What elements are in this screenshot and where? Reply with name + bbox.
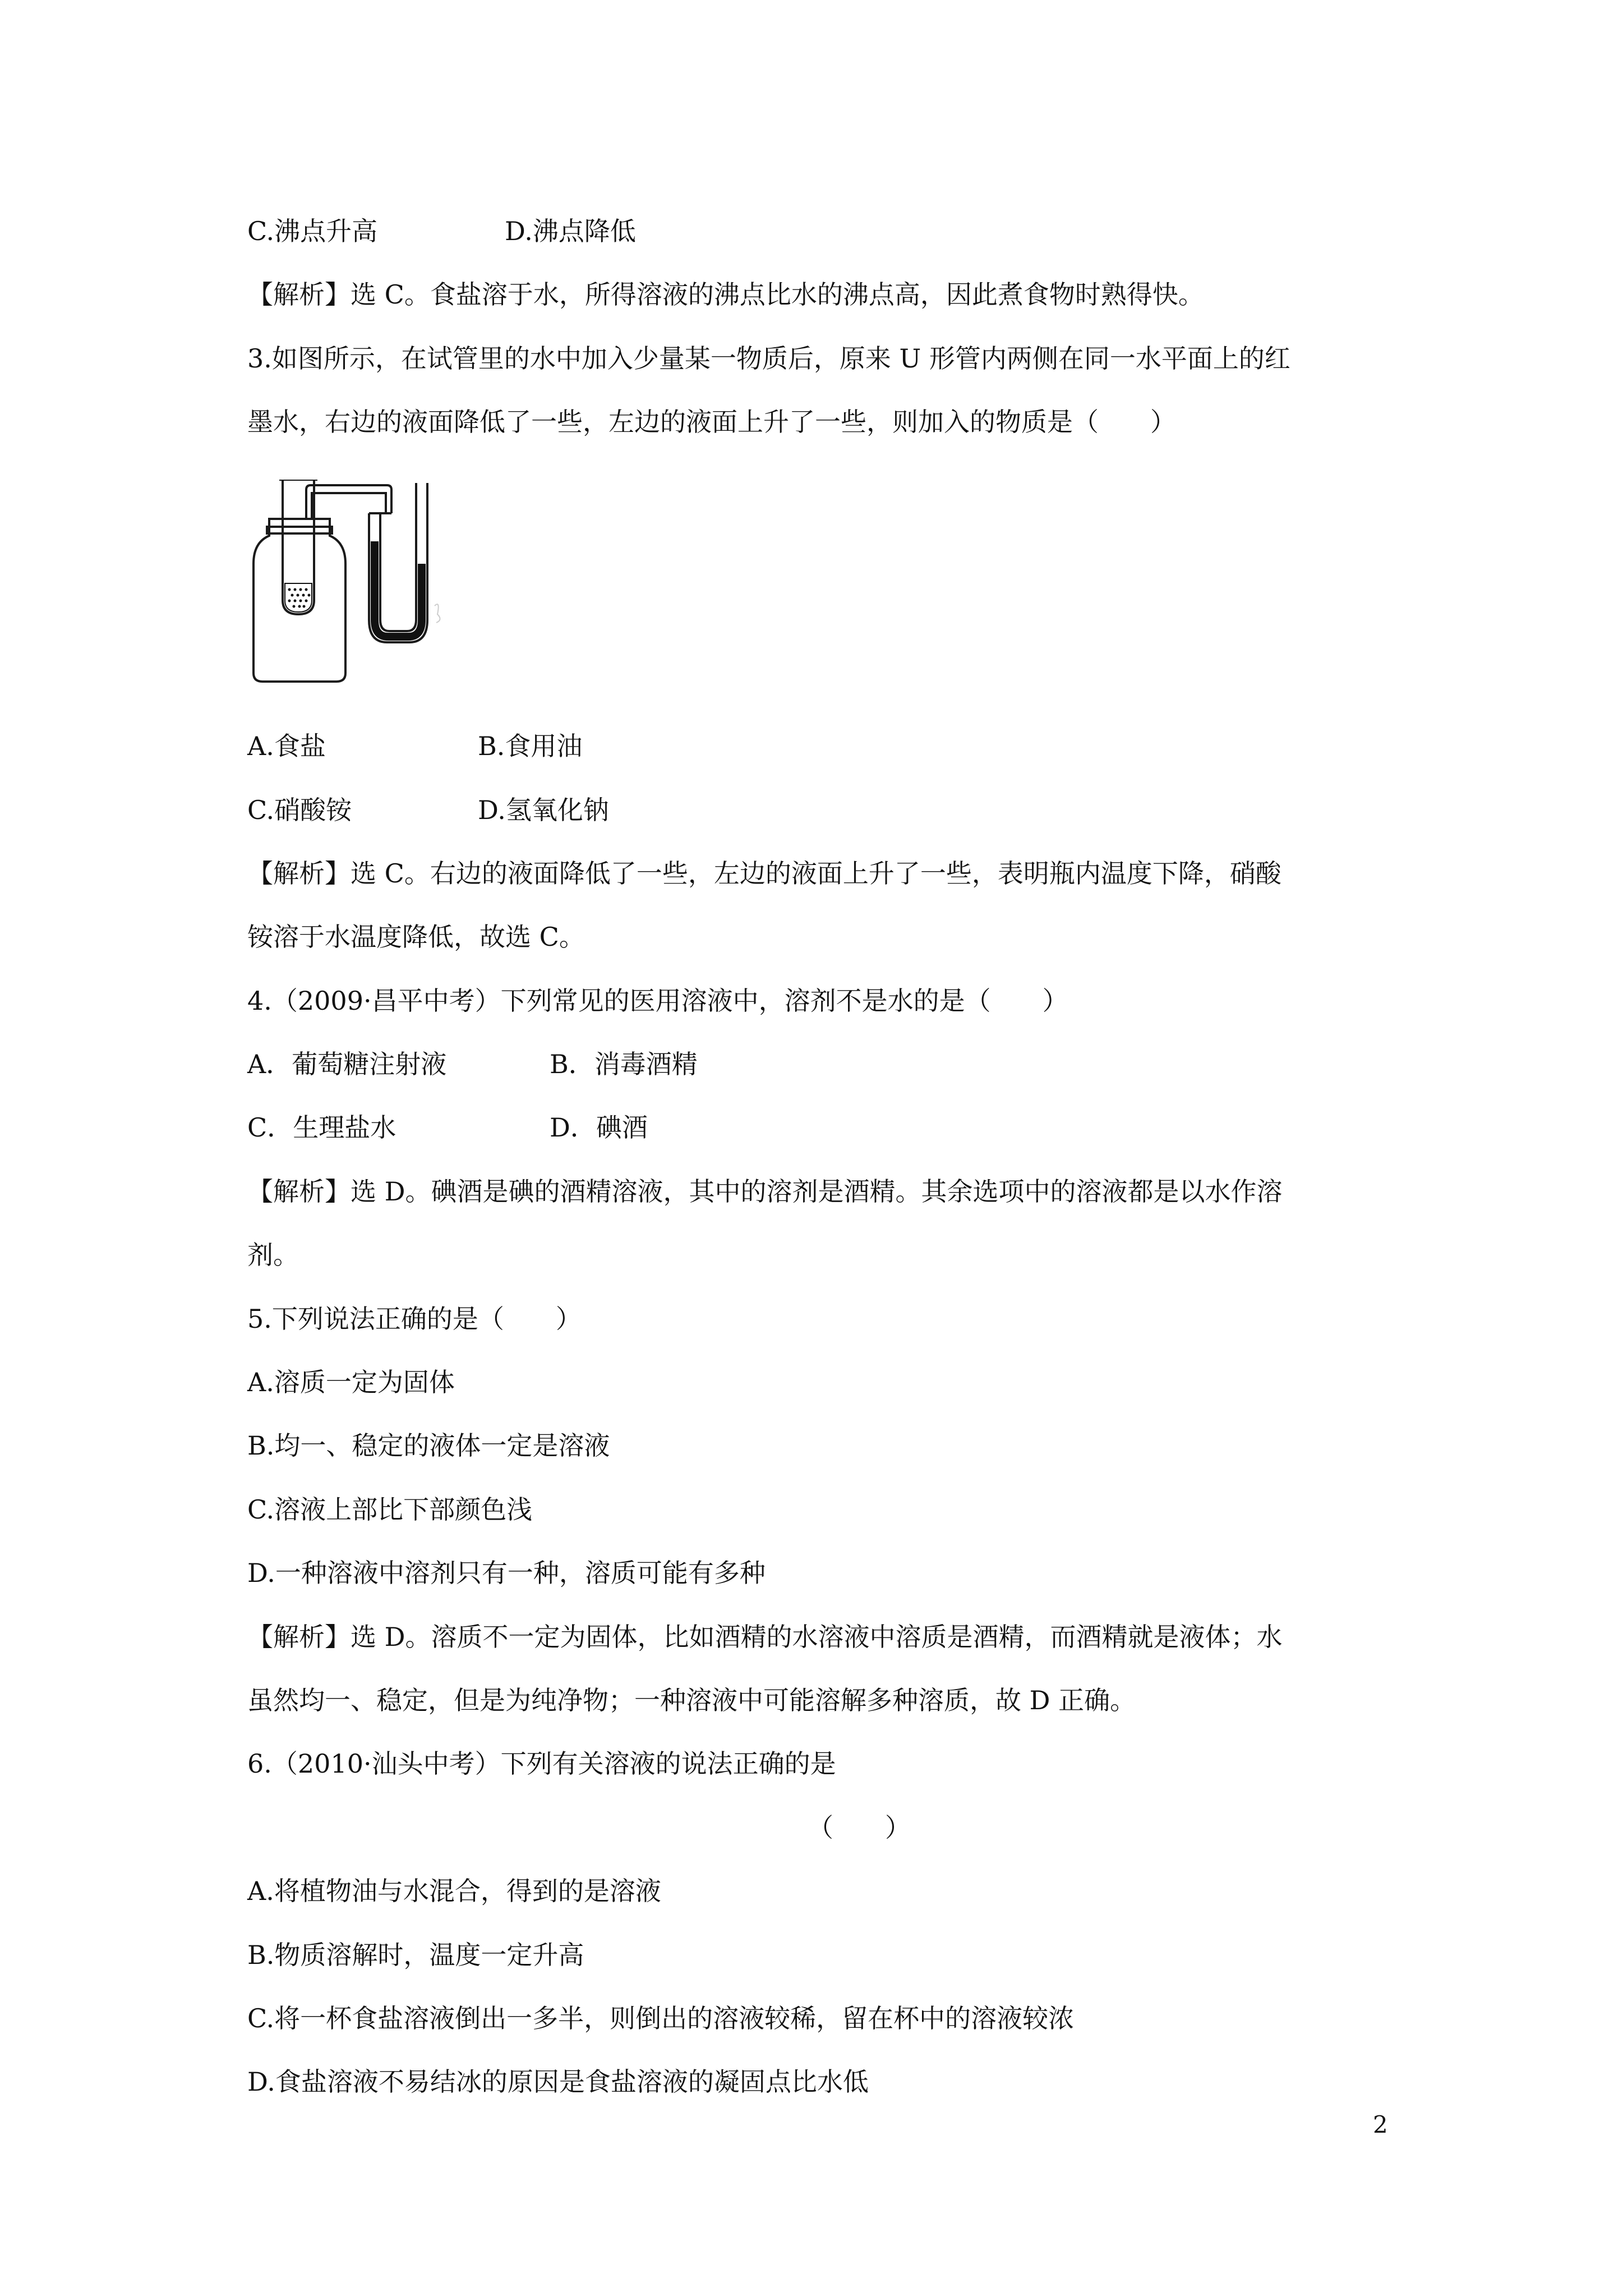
q4-analysis-line-2: 剂。 <box>247 1240 299 1270</box>
q5-stem: 5.下列说法正确的是（ ） <box>247 1304 582 1334</box>
q6-answer-parentheses: （ ） <box>808 1812 911 1843</box>
q3-option-d: D.氢氧化钠 <box>478 795 609 825</box>
q6-option-a: A.将植物油与水混合，得到的是溶液 <box>247 1876 661 1906</box>
q4-analysis-line-1: 【解析】选 D。碘酒是碘的酒精溶液，其中的溶剂是酒精。其余选项中的溶液都是以水作溶 <box>247 1176 1283 1207</box>
q6-stem: 6.（2010·汕头中考）下列有关溶液的说法正确的是 <box>247 1749 836 1779</box>
q2-option-d: D.沸点降低 <box>505 216 636 246</box>
q3-option-a: A.食盐 <box>247 731 326 761</box>
q3-option-b: B.食用油 <box>478 731 583 761</box>
q5-analysis-line-2: 虽然均一、稳定，但是为纯净物；一种溶液中可能溶解多种溶质，故 D 正确。 <box>247 1685 1136 1715</box>
q2-analysis: 【解析】选 C。食盐溶于水，所得溶液的沸点比水的沸点高，因此煮食物时熟得快。 <box>247 279 1204 310</box>
q6-option-c: C.将一杯食盐溶液倒出一多半，则倒出的溶液较稀，留在杯中的溶液较浓 <box>247 2003 1075 2033</box>
q3-analysis-line-2: 铵溶于水温度降低，故选 C。 <box>247 922 585 952</box>
q5-option-c: C.溶液上部比下部颜色浅 <box>247 1494 533 1525</box>
q4-stem: 4.（2009·昌平中考）下列常见的医用溶液中，溶剂不是水的是（ ） <box>247 986 1068 1016</box>
q4-option-c: C．生理盐水 <box>247 1112 396 1143</box>
q3-stem-line-2: 墨水，右边的液面降低了一些，左边的液面上升了一些，则加入的物质是（ ） <box>247 407 1176 437</box>
q5-option-b: B.均一、稳定的液体一定是溶液 <box>247 1430 610 1461</box>
u-tube-diagram <box>247 480 482 687</box>
q4-option-d: D．碘酒 <box>550 1112 648 1143</box>
q6-option-d: D.食盐溶液不易结冰的原因是食盐溶液的凝固点比水低 <box>247 2067 869 2097</box>
q5-option-d: D.一种溶液中溶剂只有一种，溶质可能有多种 <box>247 1558 766 1588</box>
q5-analysis-line-1: 【解析】选 D。溶质不一定为固体，比如酒精的水溶液中溶质是酒精，而酒精就是液体；水 <box>247 1622 1283 1652</box>
q2-option-c: C.沸点升高 <box>247 216 378 246</box>
q3-stem-line-1: 3.如图所示，在试管里的水中加入少量某一物质后，原来 U 形管内两侧在同一水平面上的红 <box>247 343 1290 374</box>
q3-analysis-line-1: 【解析】选 C。右边的液面降低了一些，左边的液面上升了一些，表明瓶内温度下降，硝酸 <box>247 858 1281 889</box>
q4-option-b: B．消毒酒精 <box>550 1049 698 1079</box>
q4-option-a: A．葡萄糖注射液 <box>247 1049 447 1079</box>
q3-option-c: C.硝酸铵 <box>247 795 352 825</box>
u-tube-apparatus-figure <box>247 480 482 687</box>
q5-option-a: A.溶质一定为固体 <box>247 1367 455 1397</box>
q6-option-b: B.物质溶解时，温度一定升高 <box>247 1940 584 1970</box>
page-number: 2 <box>1373 2111 1388 2138</box>
